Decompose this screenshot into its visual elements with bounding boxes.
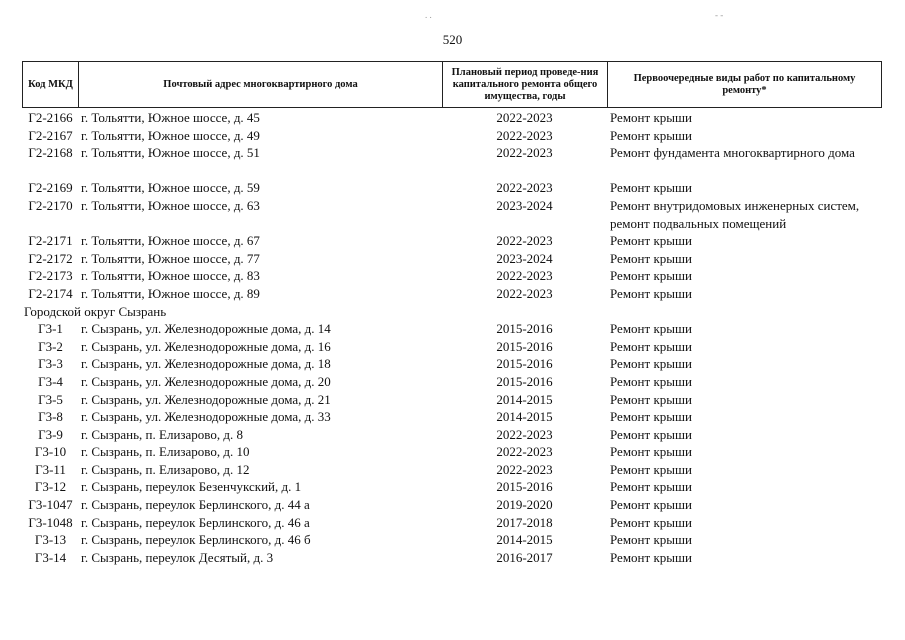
header-code: Код МКД: [23, 62, 79, 107]
row-period: 2022-2023: [496, 127, 553, 143]
row-address: г. Тольятти, Южное шоссе, д. 45: [81, 110, 260, 125]
row-works: Ремонт внутридомовых инженерных систем, ремонт подвальных помещений: [610, 197, 860, 231]
group-name: Городской округ Сызрань: [24, 303, 167, 319]
row-code: Г3-4: [38, 373, 63, 389]
row-address: г. Тольятти, Южное шоссе, д. 49: [81, 127, 260, 143]
table-body: [22, 109, 882, 566]
row-period: 2015-2016: [496, 373, 553, 389]
table-row: [22, 144, 882, 179]
table-row: [22, 478, 882, 496]
row-code: Г2-2170: [28, 197, 73, 213]
row-code: Г3-9: [38, 426, 63, 442]
row-code: Г3-1047: [28, 497, 73, 513]
row-works: Ремонт крыши: [610, 180, 692, 196]
row-works: Ремонт крыши: [610, 479, 692, 495]
row-works: Ремонт крыши: [610, 285, 692, 301]
row-period: 2023-2024: [496, 197, 553, 213]
row-works: Ремонт крыши: [610, 461, 692, 477]
row-code: Г3-13: [34, 532, 67, 548]
row-code: Г2-2173: [28, 268, 73, 284]
table-row: [22, 338, 882, 356]
row-address: г. Тольятти, Южное шоссе, д. 63: [81, 197, 260, 213]
row-address: г. Сызрань, п. Елизарово, д. 10: [81, 444, 250, 460]
row-address: г. Сызрань, ул. Железнодорожные дома, д. 14: [81, 321, 331, 337]
table-row: [22, 285, 882, 303]
row-address: г. Сызрань, ул. Железнодорожные дома, д. 16: [81, 338, 331, 354]
row-works: Ремонт крыши: [610, 268, 692, 284]
table-row: [22, 531, 882, 549]
table-header: [22, 61, 882, 108]
row-period: 2017-2018: [496, 514, 553, 530]
row-code: Г3-14: [34, 549, 67, 565]
row-period: 2014-2015: [496, 391, 553, 407]
row-works: Ремонт крыши: [610, 514, 692, 530]
row-period: 2014-2015: [496, 409, 553, 425]
row-code: Г2-2169: [28, 180, 73, 196]
table-row: [22, 127, 882, 145]
row-address: г. Сызрань, п. Елизарово, д. 8: [81, 426, 243, 442]
row-works: Ремонт крыши: [610, 356, 692, 372]
group-row: [22, 303, 882, 321]
row-code: Г3-1048: [28, 514, 73, 530]
row-code: Г3-2: [38, 338, 63, 354]
row-code: Г2-2166: [28, 110, 73, 125]
table-row: [22, 549, 882, 567]
row-address: г. Тольятти, Южное шоссе, д. 83: [81, 268, 260, 284]
row-address: г. Сызрань, ул. Железнодорожные дома, д. 21: [81, 391, 331, 407]
row-period: 2022-2023: [496, 444, 553, 460]
scan-mark: . .: [425, 10, 432, 20]
table-row: [22, 514, 882, 532]
row-address: г. Сызрань, ул. Железнодорожные дома, д. 33: [81, 409, 331, 425]
row-works: Ремонт фундамента многоквартирного дома: [610, 145, 855, 161]
row-code: Г2-2172: [28, 250, 73, 266]
table-row: [22, 426, 882, 444]
row-address: г. Сызрань, переулок Десятый, д. 3: [81, 549, 274, 565]
table-row: [22, 179, 882, 197]
row-address: г. Сызрань, ул. Железнодорожные дома, д. 18: [81, 356, 331, 372]
row-address: г. Сызрань, переулок Безенчукский, д. 1: [81, 479, 302, 495]
row-period: 2022-2023: [496, 145, 553, 161]
row-works: Ремонт крыши: [610, 338, 692, 354]
row-address: г. Тольятти, Южное шоссе, д. 59: [81, 180, 260, 196]
scan-mark: - -: [715, 10, 724, 20]
row-address: г. Сызрань, переулок Берлинского, д. 46 б: [81, 532, 311, 548]
row-code: Г3-11: [35, 461, 66, 477]
row-period: 2015-2016: [496, 356, 553, 372]
table-row: [22, 373, 882, 391]
table-row: [22, 496, 882, 514]
row-code: Г3-1: [38, 321, 63, 337]
row-address: г. Сызрань, переулок Берлинского, д. 46 а: [81, 514, 310, 530]
row-works: Ремонт крыши: [610, 321, 692, 337]
row-period: 2022-2023: [496, 110, 553, 125]
row-works: Ремонт крыши: [610, 127, 692, 143]
row-works: Ремонт крыши: [610, 391, 692, 407]
row-period: 2016-2017: [496, 549, 553, 565]
table-row: [22, 197, 882, 232]
table-row: [22, 232, 882, 250]
row-works: Ремонт крыши: [610, 233, 692, 249]
row-code: Г2-2171: [28, 233, 73, 249]
row-works: Ремонт крыши: [610, 110, 692, 125]
row-works: Ремонт крыши: [610, 444, 692, 460]
row-period: 2015-2016: [496, 321, 553, 337]
table-row: [22, 391, 882, 409]
row-period: 2022-2023: [496, 426, 553, 442]
row-period: 2022-2023: [496, 233, 553, 249]
row-code: Г3-12: [34, 479, 67, 495]
row-period: 2015-2016: [496, 479, 553, 495]
row-address: г. Тольятти, Южное шоссе, д. 77: [81, 250, 260, 266]
row-code: Г3-5: [38, 391, 63, 407]
row-code: Г2-2174: [28, 285, 73, 301]
row-period: 2023-2024: [496, 250, 553, 266]
row-period: 2022-2023: [496, 268, 553, 284]
row-address: г. Тольятти, Южное шоссе, д. 89: [81, 285, 260, 301]
table-row: [22, 408, 882, 426]
table-row: [22, 320, 882, 338]
row-code: Г3-8: [38, 409, 63, 425]
table-row: [22, 250, 882, 268]
table-row: [22, 461, 882, 479]
row-code: Г2-2168: [28, 145, 73, 161]
row-works: Ремонт крыши: [610, 549, 692, 565]
page-number: 520: [442, 32, 463, 47]
row-address: г. Тольятти, Южное шоссе, д. 51: [81, 145, 260, 161]
row-period: 2022-2023: [496, 285, 553, 301]
row-works: Ремонт крыши: [610, 373, 692, 389]
header-works: Первоочередные виды работ по капитальному ремонту*: [633, 72, 856, 96]
table-row: [22, 355, 882, 373]
row-period: 2022-2023: [496, 461, 553, 477]
table-row: [22, 443, 882, 461]
table-row: [22, 109, 882, 127]
row-period: 2014-2015: [496, 532, 553, 548]
row-code: Г3-3: [38, 356, 63, 372]
row-address: г. Сызрань, п. Елизарово, д. 12: [81, 461, 250, 477]
row-period: 2022-2023: [496, 180, 553, 196]
row-address: г. Тольятти, Южное шоссе, д. 67: [81, 233, 260, 249]
row-works: Ремонт крыши: [610, 409, 692, 425]
row-address: г. Сызрань, ул. Железнодорожные дома, д. 20: [81, 373, 331, 389]
row-works: Ремонт крыши: [610, 497, 692, 513]
row-code: Г3-10: [34, 444, 67, 460]
row-code: Г2-2167: [28, 127, 73, 143]
header-address: Почтовый адрес многоквартирного дома: [79, 62, 443, 107]
row-works: Ремонт крыши: [610, 250, 692, 266]
row-works: Ремонт крыши: [610, 426, 692, 442]
row-address: г. Сызрань, переулок Берлинского, д. 44 а: [81, 497, 310, 513]
header-period: Плановый период проведе-ния капитального ремонта общего имущества, годы: [443, 62, 608, 107]
table-row: [22, 267, 882, 285]
row-period: 2015-2016: [496, 338, 553, 354]
row-period: 2019-2020: [496, 497, 553, 513]
row-works: Ремонт крыши: [610, 532, 692, 548]
